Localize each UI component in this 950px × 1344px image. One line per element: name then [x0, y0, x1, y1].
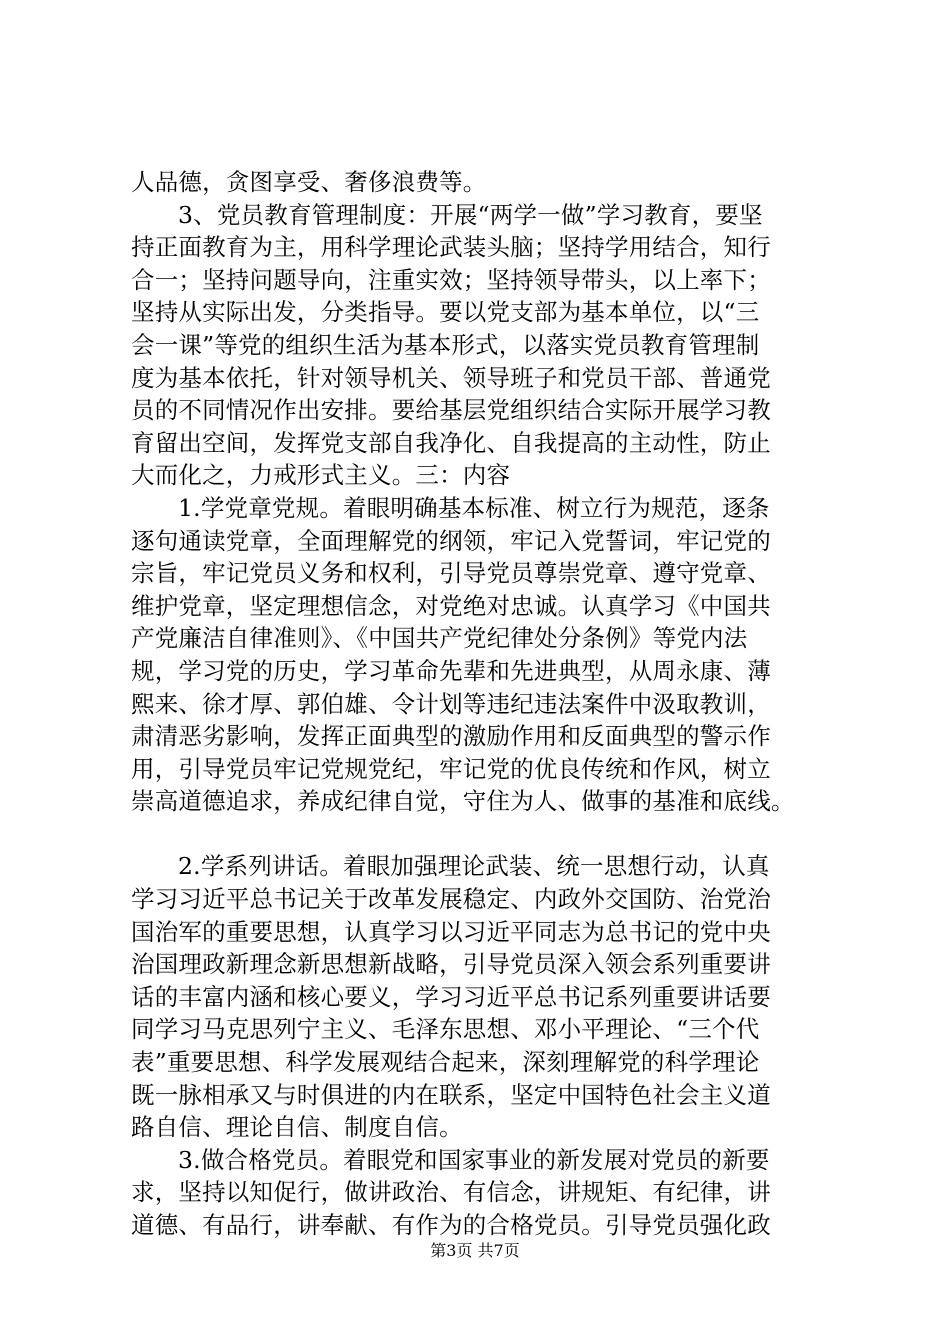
- text-line: 肃清恶劣影响，发挥正面典型的激励作用和反面典型的警示作: [131, 722, 771, 751]
- text-line: 求，坚持以知促行，做讲政治、有信念，讲规矩、有纪律，讲: [131, 1178, 771, 1207]
- text-line: 道德、有品行，讲奉献、有作为的合格党员。引导党员强化政: [131, 1211, 771, 1239]
- paragraph-first-line: 3、党员教育管理制度：开展“两学一做”学习教育，要坚: [178, 200, 763, 229]
- text-line: 度为基本依托，针对领导机关、领导班子和党员干部、普通党: [131, 363, 771, 392]
- text-line: 合一；坚持问题导向，注重实效；坚持领导带头，以上率下；: [131, 265, 771, 294]
- text-line: 熙来、徐才厚、郭伯雄、令计划等违纪违法案件中汲取教训，: [131, 689, 771, 718]
- text-line: 坚持从实际出发，分类指导。要以党支部为基本单位，以“三: [131, 298, 760, 327]
- paragraph-first-line: 2.学系列讲话。着眼加强理论武装、统一思想行动，认真: [178, 852, 770, 881]
- paragraph-first-line: 1.学党章党规。着眼明确基本标准、树立行为规范，逐条: [178, 493, 770, 522]
- text-line: 同学习马克思列宁主义、毛泽东思想、邓小平理论、“三个代: [131, 1015, 760, 1044]
- text-line: 会一课”等党的组织生活为基本形式，以落实党员教育管理制: [131, 330, 760, 359]
- text-line: 用，引导党员牢记党规党纪，牢记党的优良传统和作风，树立: [131, 754, 771, 783]
- text-line: 育留出空间，发挥党支部自我净化、自我提高的主动性，防止: [131, 428, 771, 457]
- text-line: 话的丰富内涵和核心要义，学习习近平总书记系列重要讲话要: [131, 982, 771, 1011]
- text-line: 路自信、理论自信、制度自信。: [131, 1113, 463, 1142]
- text-line: 大而化之，力戒形式主义。三：内容: [131, 461, 511, 490]
- text-line: 产党廉洁自律准则》、《中国共产党纪律处分条例》等党内法: [131, 624, 748, 653]
- text-line: 既一脉相承又与时俱进的内在联系，坚定中国特色社会主义道: [131, 1080, 771, 1109]
- text-line: 逐句通读党章，全面理解党的纲领，牢记入党誓词，牢记党的: [131, 526, 771, 555]
- text-line: 宗旨，牢记党员义务和权利，引导党员尊崇党章、遵守党章、: [131, 559, 771, 588]
- text-line: 学习习近平总书记关于改革发展稳定、内政外交国防、治党治: [131, 885, 771, 914]
- text-line: 人品德，贪图享受、奢侈浪费等。: [131, 168, 487, 196]
- page-number-footer: 第3页 共7页: [430, 1241, 520, 1260]
- text-line: 治国理政新理念新思想新战略，引导党员深入领会系列重要讲: [131, 950, 771, 979]
- paragraph-first-line: 3.做合格党员。着眼党和国家事业的新发展对党员的新要: [178, 1145, 770, 1174]
- blank-line: [131, 818, 851, 851]
- text-line: 国治军的重要思想，认真学习以习近平同志为总书记的党中央: [131, 917, 771, 946]
- document-body: [131, 166, 851, 1242]
- text-line: 员的不同情况作出安排。要给基层党组织结合实际开展学习教: [131, 396, 771, 425]
- text-line: 表”重要思想、科学发展观结合起来，深刻理解党的科学理论: [131, 1048, 760, 1077]
- text-line: 持正面教育为主，用科学理论武装头脑；坚持学用结合，知行: [131, 233, 771, 262]
- text-line: 崇高道德追求，养成纪律自觉，守住为人、做事的基准和底线。: [131, 787, 795, 816]
- text-line: 规，学习党的历史，学习革命先辈和先进典型，从周永康、薄: [131, 656, 771, 685]
- text-line: 维护党章，坚定理想信念，对党绝对忠诚。认真学习《中国共: [131, 591, 771, 620]
